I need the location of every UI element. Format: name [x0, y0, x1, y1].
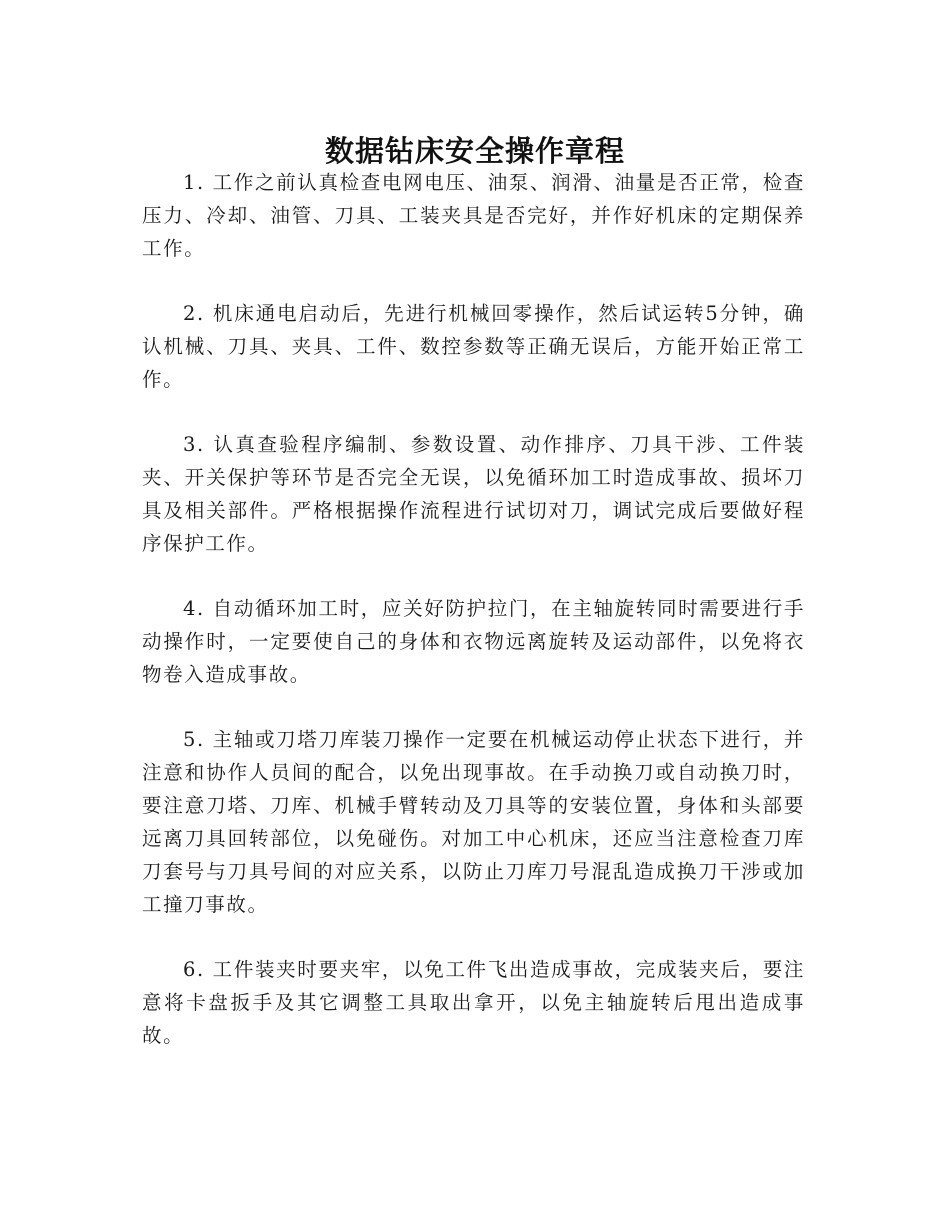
paragraph-2: 2. 机床通电启动后，先进行机械回零操作，然后试运转5分钟，确认机械、刀具、夹具、工件、数控参数等正确无误后，方能开始正常工作。	[142, 302, 805, 391]
document-body	[142, 166, 805, 1084]
paragraph-1: 1. 工作之前认真检查电网电压、油泵、润滑、油量是否正常，检查压力、冷却、油管、刀具、工装夹具是否完好，并作好机床的定期保养工作。	[142, 171, 805, 260]
paragraph-3: 3. 认真查验程序编制、参数设置、动作排序、刀具干涉、工件装夹、开关保护等环节是否完全无误，以免循环加工时造成事故、损坏刀具及相关部件。严格根据操作流程进行试切对刀，调试完成后要做好程序保护工作。	[142, 433, 805, 555]
paragraph-6: 6. 工件装夹时要夹牢，以免工件飞出造成事故，完成装夹后，要注意将卡盘扳手及其它调整工具取出拿开，以免主轴旋转后甩出造成事故。	[142, 958, 805, 1047]
document-title: 数据钻床安全操作章程	[324, 134, 625, 169]
paragraph-4: 4. 自动循环加工时，应关好防护拉门，在主轴旋转同时需要进行手动操作时，一定要使自己的身体和衣物远离旋转及运动部件，以免将衣物卷入造成事故。	[142, 597, 805, 686]
paragraph-5: 5. 主轴或刀塔刀库装刀操作一定要在机械运动停止状态下进行，并注意和协作人员间的配合，以免出现事故。在手动换刀或自动换刀时，要注意刀塔、刀库、机械手臂转动及刀具等的安装位置，身体和头部要远离刀具回转部位，以免碰伤。对加工中心机床，还应当注意检查刀库刀套号与刀具号间的对应关系，以防止刀库刀号混乱造成换刀干涉或加工撞刀事故。	[142, 728, 805, 916]
